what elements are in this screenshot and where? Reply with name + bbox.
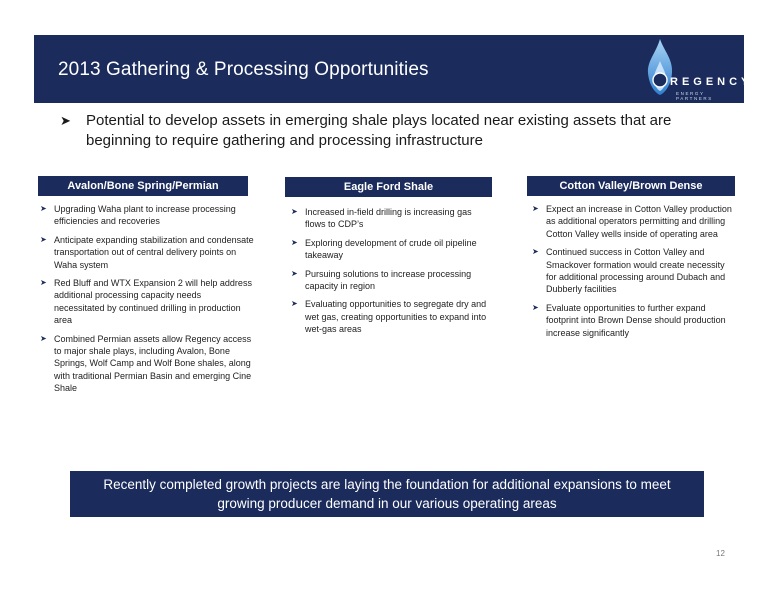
arrow-bullet-icon: ➤: [291, 237, 298, 247]
list-item: ➤ Increased in-field drilling is increasing gas flows to CDP’s: [291, 207, 472, 230]
summary-banner-text: Recently completed growth projects are laying the foundation for additional expansions to meet growing producer demand in our various operating areas: [103, 477, 671, 511]
arrow-bullet-icon: ➤: [291, 299, 298, 309]
arrow-bullet-icon: ➤: [60, 113, 71, 128]
column-header-cotton-valley: Cotton Valley/Brown Dense: [527, 176, 735, 196]
summary-banner: [70, 471, 704, 517]
arrow-bullet-icon: ➤: [532, 247, 539, 257]
list-item: ➤ Red Bluff and WTX Expansion 2 will help address additional processing capacity needs necessitated by continued drilling in production area: [40, 278, 252, 326]
arrow-bullet-icon: ➤: [40, 234, 47, 244]
arrow-bullet-icon: ➤: [291, 268, 298, 278]
arrow-bullet-icon: ➤: [40, 204, 47, 213]
column-avalon: [40, 203, 254, 401]
column-eagle-ford: [291, 206, 491, 342]
list-item: ➤ Expect an increase in Cotton Valley production as additional operators permitting and drilling Cotton Valley wells inside of operating area: [532, 204, 732, 239]
list-item: ➤ Pursuing solutions to increase processing capacity in region: [291, 268, 472, 292]
column-header-avalon: Avalon/Bone Spring/Permian: [38, 176, 248, 196]
title-bar: [34, 35, 753, 103]
page-title: 2013 Gathering & Processing Opportunities: [58, 59, 429, 80]
list-item: ➤ Evaluating opportunities to segregate dry and wet gas, creating opportunities to expand into wet-gas areas: [291, 299, 487, 335]
list-item: ➤ Exploring development of crude oil pipeline takeaway: [291, 237, 477, 261]
arrow-bullet-icon: ➤: [40, 278, 47, 288]
arrow-bullet-icon: ➤: [532, 204, 539, 213]
arrow-bullet-icon: ➤: [532, 302, 539, 312]
regency-logo: [638, 37, 753, 101]
arrow-bullet-icon: ➤: [40, 333, 47, 343]
column-cotton-valley: [532, 203, 732, 345]
column-header-eagle-ford: Eagle Ford Shale: [285, 177, 492, 197]
intro-text: Potential to develop assets in emerging shale plays located near existing assets that are beginning to require gathering and processing infrastructure: [86, 112, 672, 149]
intro-bullet: [60, 111, 736, 151]
flame-icon: [644, 37, 676, 99]
list-item: ➤ Continued success in Cotton Valley and Smackover formation would create necessity for additional processing around Dubach and Dubberly facilities: [532, 247, 726, 295]
arrow-bullet-icon: ➤: [291, 207, 298, 216]
list-item: ➤ Anticipate expanding stabilization and condensate transportation out of central delivery points on Waha system: [40, 234, 254, 270]
list-item: ➤ Upgrading Waha plant to increase processing efficiencies and recoveries: [40, 204, 236, 227]
list-item: ➤ Evaluate opportunities to further expand footprint into Brown Dense should production increase significantly: [532, 302, 726, 338]
page-number: 12: [716, 549, 725, 558]
logo-wordmark: REGENCY: [670, 76, 753, 88]
logo-subtitle: ENERGY PARTNERS: [676, 91, 713, 101]
list-item: ➤ Combined Permian assets allow Regency access to major shale plays, including Avalon, Bone Springs, Wolf Camp and Wolf Bone shales, along with traditional Permian Basin and emerging Cine Shale: [40, 333, 252, 394]
